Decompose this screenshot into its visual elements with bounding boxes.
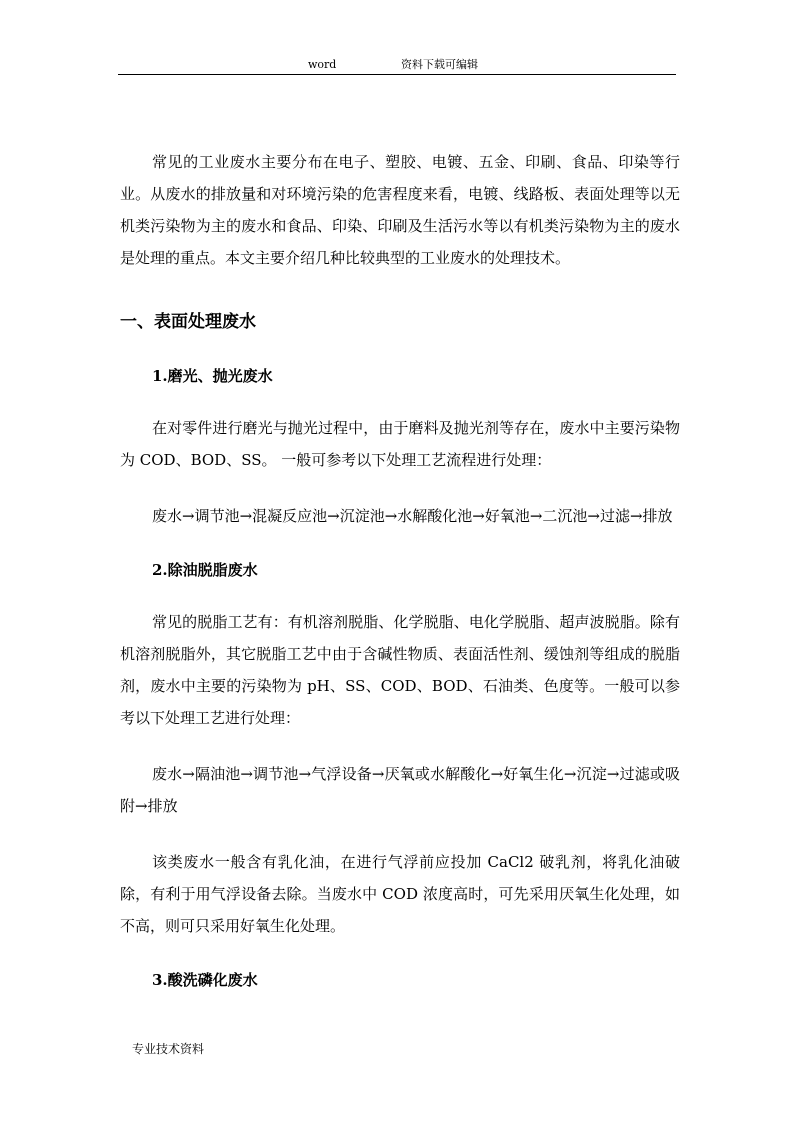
subsection-2-paragraph: 常见的脱脂工艺有：有机溶剂脱脂、化学脱脂、电化学脱脂、超声波脱脂。除有机溶剂脱脂外，其它脱脂工艺中由于含碱性物质、表面活性剂、缓蚀剂等组成的脱脂剂，废水中主要的污染物为 pH、SS、COD、BOD、石油类、色度等。一般可以参考以下处理工艺进行处理： <box>120 613 680 727</box>
subsection-1-flow: 废水→调节池→混凝反应池→沉淀池→水解酸化池→好氧池→二沉池→过滤→排放 <box>152 507 673 525</box>
subsection-2-title: 2.除油脱脂废水 <box>152 561 258 579</box>
header-edit-label: 资料下载可编辑 <box>401 58 478 71</box>
subsection-2-flow: 废水→隔油池→调节池→气浮设备→厌氧或水解酸化→好氧生化→沉淀→过滤或吸附→排放 <box>120 765 680 815</box>
document-body <box>120 146 680 996</box>
section-1-title: 一、表面处理废水 <box>120 312 256 332</box>
subsection-2-note: 该类废水一般含有乳化油，在进行气浮前应投加 CaCl2 破乳剂，将乳化油破除，有利于用气浮设备去除。当废水中 COD 浓度高时，可先采用厌氧生化处理，如不高，则可只采用好氧生化处理。 <box>120 853 680 935</box>
header-word-label: word <box>308 58 337 71</box>
subsection-1-title: 1.磨光、抛光废水 <box>152 367 273 385</box>
subsection-1-paragraph: 在对零件进行磨光与抛光过程中，由于磨料及抛光剂等存在，废水中主要污染物为 COD、BOD、SS。 一般可参考以下处理工艺流程进行处理： <box>120 419 680 469</box>
intro-paragraph: 常见的工业废水主要分布在电子、塑胶、电镀、五金、印刷、食品、印染等行业。从废水的排放量和对环境污染的危害程度来看，电镀、线路板、表面处理等以无机类污染物为主的废水和食品、印染、印刷及生活污水等以有机类污染物为主的废水是处理的重点。本文主要介绍几种比较典型的工业废水的处理技术。 <box>120 153 680 267</box>
subsection-3-title: 3.酸洗磷化废水 <box>152 971 258 989</box>
page-header <box>118 58 676 75</box>
page-footer: 专业技术资料 <box>132 1042 205 1056</box>
